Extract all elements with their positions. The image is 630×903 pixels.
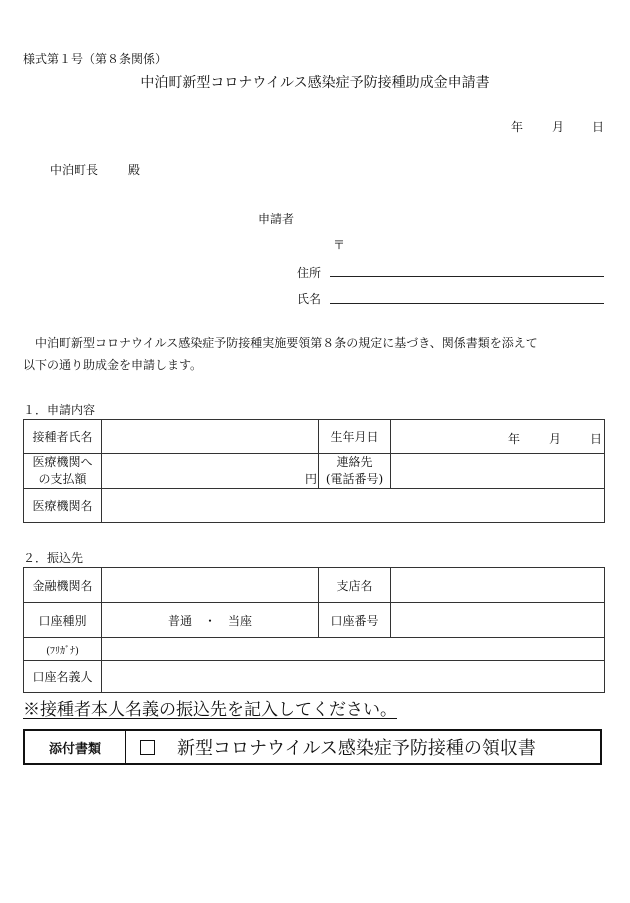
note-text: ※接種者本人名義の振込先を記入してください。 (23, 700, 397, 720)
bank-table (23, 567, 605, 693)
attachment-label: 添付書類 (25, 731, 126, 763)
addressee-honorific: 殿 (128, 163, 141, 177)
contact-label-line2: (電話番号) (325, 472, 384, 486)
birth-year-label: 年 (508, 431, 521, 446)
birth-day-label: 日 (590, 431, 603, 446)
bank-name-label: 金融機関名 (24, 568, 102, 603)
addressee-name: 中泊町長 (50, 163, 99, 177)
attachment-item (126, 734, 536, 760)
payment-amount-field[interactable] (102, 454, 319, 489)
section2-heading: ２．振込先 (23, 551, 84, 565)
date-day-label: 日 (592, 120, 605, 134)
payment-amount-label (24, 454, 102, 489)
attachment-box (23, 729, 602, 765)
account-number-label: 口座番号 (319, 603, 391, 638)
application-table (23, 419, 605, 523)
page-title: 中泊町新型コロナウイルス感染症予防接種助成金申請書 (140, 75, 490, 91)
section1-heading: １．申請内容 (23, 403, 96, 417)
branch-name-field[interactable] (391, 568, 605, 603)
birthdate-label: 生年月日 (319, 420, 391, 454)
contact-phone-field[interactable] (391, 454, 605, 489)
applicant-heading: 申請者 (258, 212, 295, 226)
furigana-label: (ﾌﾘｶﾞﾅ) (24, 638, 102, 661)
form-number: 様式第１号（第８条関係） (23, 52, 168, 66)
body-text-line1: 中泊町新型コロナウイルス感染症予防接種実施要領第８条の規定に基づき、関係書類を添えて (35, 336, 538, 350)
name-field[interactable] (330, 303, 604, 304)
account-holder-label: 口座名義人 (24, 661, 102, 693)
payment-label-line2: の支払額 (38, 472, 87, 486)
birthdate-field[interactable] (391, 420, 605, 454)
facility-name-label: 医療機関名 (24, 489, 102, 523)
bank-name-field[interactable] (102, 568, 319, 603)
vaccinee-name-field[interactable] (102, 420, 319, 454)
account-number-field[interactable] (391, 603, 605, 638)
furigana-field[interactable] (102, 638, 605, 661)
birth-month-label: 月 (549, 431, 562, 446)
body-text-line2: 以下の通り助成金を申請します。 (23, 358, 203, 372)
branch-name-label: 支店名 (319, 568, 391, 603)
vaccinee-name-label: 接種者氏名 (24, 420, 102, 454)
address-label: 住所 (297, 266, 322, 280)
facility-name-field[interactable] (102, 489, 605, 523)
contact-label-line1: 連絡先 (336, 455, 373, 469)
account-type-options[interactable]: 普通 ・ 当座 (102, 603, 319, 638)
postal-mark: 〒 (333, 238, 346, 252)
attachment-item-text: 新型コロナウイルス感染症予防接種の領収書 (177, 738, 536, 759)
name-label: 氏名 (297, 292, 322, 306)
yen-unit: 円 (304, 472, 317, 486)
account-holder-field[interactable] (102, 661, 605, 693)
date-month-label: 月 (552, 120, 565, 134)
date-year-label: 年 (511, 120, 524, 134)
attachment-checkbox[interactable] (140, 740, 155, 755)
contact-label (319, 454, 391, 489)
account-type-label: 口座種別 (24, 603, 102, 638)
payment-label-line1: 医療機関へ (32, 455, 93, 469)
address-field[interactable] (330, 276, 604, 277)
